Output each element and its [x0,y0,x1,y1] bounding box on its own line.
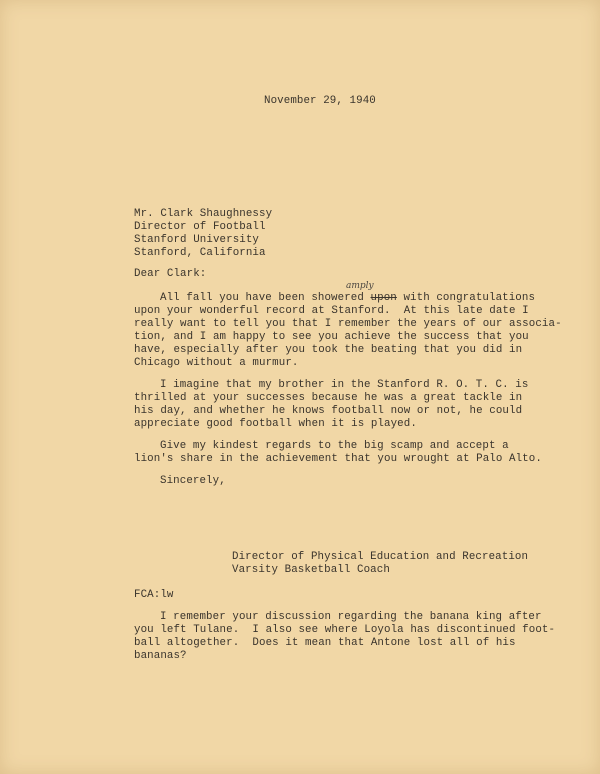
struck-word: upon [370,292,397,304]
paragraph-1-line: really want to tell you that I remember the years of our associa- [134,318,562,330]
paragraph-1-line: tion, and I am happy to see you achieve the success that you [134,331,529,343]
paragraph-2-line: I imagine that my brother in the Stanford R. O. T. C. is [160,379,529,391]
recipient-name: Mr. Clark Shaughnessy [134,208,273,220]
paragraph-3-line: lion's share in the achievement that you wrought at Palo Alto. [134,453,542,465]
paragraph-1-line: Chicago without a murmur. [134,357,299,369]
paragraph-3-line: Give my kindest regards to the big scamp and accept a [160,440,509,452]
paragraph-1-line: upon your wonderful record at Stanford. At this late date I [134,305,529,317]
postscript-line: ball altogether. Does it mean that Antone lost all of his [134,637,516,649]
recipient-title: Director of Football [134,221,266,233]
handwritten-insert: amply [346,281,374,291]
signature-title: Director of Physical Education and Recreation [232,551,529,563]
paragraph-2-line: thrilled at your successes because he was a great tackle in [134,392,523,404]
letter-date: November 29, 1940 [264,95,376,107]
postscript-line: I remember your discussion regarding the banana king after [160,611,542,623]
paragraph-2-line: appreciate good football when it is played. [134,418,417,430]
recipient-city: Stanford, California [134,247,266,259]
salutation: Dear Clark: [134,268,207,280]
paragraph-1-line: have, especially after you took the beating that you did in [134,344,523,356]
recipient-org: Stanford University [134,234,260,246]
paragraph-1-text: All fall you have been showered [160,292,371,304]
closing: Sincerely, [160,475,226,487]
typist-initials: FCA:lw [134,589,174,601]
postscript-line: you left Tulane. I also see where Loyola has discontinued foot- [134,624,556,636]
signature-subtitle: Varsity Basketball Coach [232,564,390,576]
paragraph-1-text: with congratulations [396,292,536,304]
postscript-line: bananas? [134,650,187,662]
paragraph-1-line [160,292,535,305]
paragraph-2-line: his day, and whether he knows football now or not, he could [134,405,523,417]
